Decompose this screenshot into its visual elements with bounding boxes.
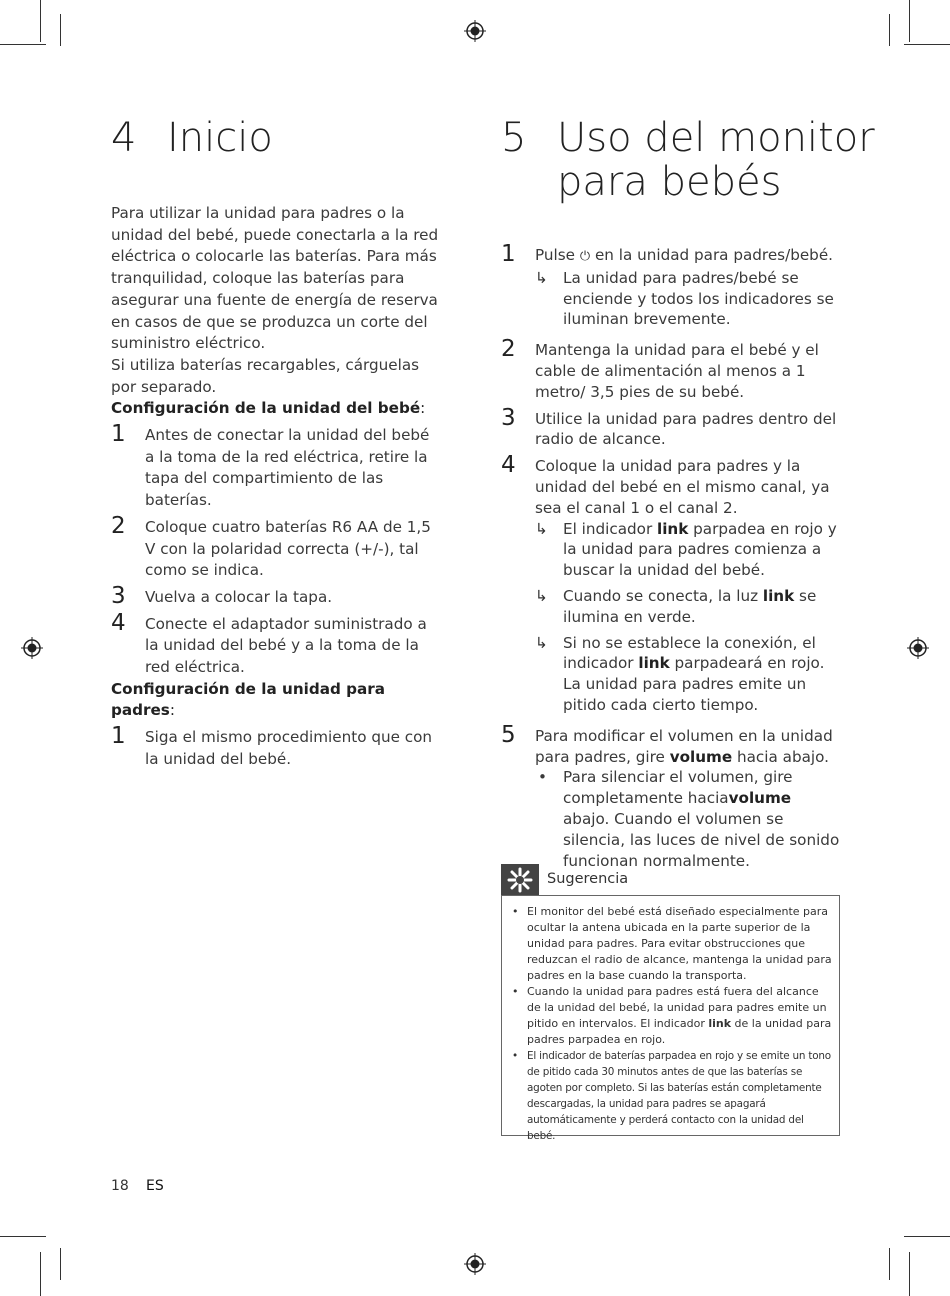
baby-steps-list bbox=[111, 421, 441, 679]
right-column bbox=[501, 241, 841, 871]
step-text: Coloque la unidad para padres y la unidad del bebé en el mismo canal, ya sea el canal 1 o el canal 2. bbox=[535, 457, 830, 517]
step-number: 3 bbox=[111, 582, 126, 609]
crop-mark bbox=[0, 44, 46, 45]
chapter-number-right: 5 bbox=[501, 115, 527, 161]
chapter-title-right bbox=[557, 116, 875, 204]
tip-item bbox=[510, 984, 833, 1048]
step-text: Vuelva a colocar la tapa. bbox=[145, 587, 333, 606]
registration-mark-icon bbox=[464, 20, 486, 42]
list-item bbox=[111, 421, 441, 512]
list-item bbox=[501, 721, 841, 768]
crop-mark bbox=[904, 44, 950, 45]
language-code: ES bbox=[146, 1178, 164, 1194]
registration-mark-icon bbox=[907, 637, 929, 659]
step-number: 1 bbox=[111, 723, 126, 750]
tip-item bbox=[510, 904, 833, 984]
baby-unit-setup-heading-text: Configuración de la unidad del bebé bbox=[111, 399, 421, 418]
chapter-number: 4 bbox=[111, 115, 137, 161]
step-text: Coloque cuatro baterías R6 AA de 1,5 V con la polaridad correcta (+/-), tal como se indica. bbox=[145, 517, 431, 580]
result-item bbox=[535, 268, 841, 330]
crop-mark bbox=[904, 1236, 950, 1237]
result-item bbox=[535, 519, 841, 581]
link-keyword: link bbox=[657, 519, 689, 538]
tip-text-before: Cuando la unidad para padres está fuera del alcance de la unidad del bebé, la unidad para padres emite un pitido en intervalos. El indicador bbox=[527, 985, 827, 1030]
list-item bbox=[501, 336, 841, 402]
tip-text-after: de la unidad para padres parpadea en rojo. bbox=[527, 1017, 832, 1046]
list-item bbox=[111, 512, 441, 582]
list-item bbox=[501, 241, 841, 268]
chapter-title: Inicio bbox=[167, 115, 273, 161]
step-number: 2 bbox=[111, 512, 126, 539]
step-text: Siga el mismo procedimiento que con la unidad del bebé. bbox=[145, 728, 433, 768]
intro-paragraph: Para utilizar la unidad para padres o la unidad del bebé, puede conectarla a la red eléctrica o colocarle las baterías. Para más tranquilidad, coloque las baterías para asegurar una fuente de energía de reserva en casos de que se produzca un corte del suministro eléctrico. bbox=[111, 204, 439, 353]
chapter-title-line1: Uso del monitor bbox=[557, 115, 875, 161]
result-wrapper bbox=[501, 519, 841, 581]
result-text: La unidad para padres/bebé se enciende y todos los indicadores se iluminan brevemente. bbox=[563, 268, 834, 329]
parent-unit-setup-heading: Configuración de la unidad para padres: bbox=[111, 679, 385, 720]
step-text: Conecte el adaptador suministrado a la unidad del bebé y a la toma de la red eléctrica. bbox=[145, 614, 427, 677]
list-item bbox=[111, 723, 441, 770]
bullet-icon: • bbox=[512, 1050, 518, 1062]
step-number: 1 bbox=[501, 241, 516, 267]
result-text-before: Cuando se conecta, la luz bbox=[563, 586, 759, 605]
bullet-item bbox=[535, 767, 841, 871]
volume-keyword: volume bbox=[669, 747, 733, 766]
result-text-before: Si no se establece la conexión, el indicador bbox=[563, 633, 816, 673]
baby-unit-setup-heading: Configuración de la unidad del bebé: bbox=[111, 399, 426, 418]
parent-unit-setup-heading-text: Configuración de la unidad para padres bbox=[111, 679, 385, 720]
arrow-icon: ↳ bbox=[535, 519, 548, 538]
bullet-wrapper bbox=[501, 767, 841, 871]
crop-mark bbox=[889, 14, 890, 46]
step-text-after: en la unidad para padres/bebé. bbox=[594, 246, 833, 264]
page-number: 18 bbox=[111, 1178, 129, 1194]
crop-mark bbox=[0, 1236, 46, 1237]
bullet-text-after: abajo. Cuando el volumen se silencia, las luces de nivel de sonido funcionan normalmente. bbox=[563, 809, 840, 870]
crop-mark bbox=[40, 1252, 41, 1296]
parent-steps-list bbox=[111, 723, 441, 770]
step-number: 3 bbox=[501, 404, 516, 431]
crop-mark bbox=[60, 14, 61, 46]
list-item bbox=[111, 609, 441, 679]
result-wrapper bbox=[501, 268, 841, 330]
result-text-after: parpadeará en rojo. La unidad para padres emite un pitido cada cierto tiempo. bbox=[563, 654, 825, 714]
registration-mark-icon bbox=[464, 1253, 486, 1275]
arrow-icon: ↳ bbox=[535, 586, 548, 605]
step-text-before: Para modificar el volumen en la unidad para padres, gire bbox=[535, 726, 833, 766]
bullet-icon: • bbox=[512, 985, 519, 998]
arrow-icon: ↳ bbox=[535, 633, 548, 652]
result-wrapper bbox=[501, 633, 841, 716]
list-item bbox=[501, 452, 841, 518]
result-text-after: parpadea en rojo y la unidad para padres comienza a buscar la unidad del bebé. bbox=[563, 519, 837, 580]
step-text-after: hacia abajo. bbox=[737, 747, 829, 766]
intro-paragraph-rechargeable: Si utiliza baterías recargables, cárguelas por separado. bbox=[111, 355, 420, 396]
step-text: Utilice la unidad para padres dentro del radio de alcance. bbox=[535, 409, 837, 449]
result-item bbox=[535, 633, 841, 716]
arrow-icon: ↳ bbox=[535, 268, 548, 287]
bullet-icon: • bbox=[512, 905, 519, 918]
step-number: 5 bbox=[501, 721, 516, 748]
tip-icon bbox=[501, 864, 539, 896]
tip-label: Sugerencia bbox=[547, 871, 629, 887]
result-item bbox=[535, 586, 841, 628]
step-text: Mantenga la unidad para el bebé y el cable de alimentación al menos a 1 metro/ 3,5 pies de su bebé. bbox=[535, 341, 819, 401]
step-text-before: Pulse bbox=[535, 246, 575, 264]
power-icon: ⏻ bbox=[579, 249, 591, 264]
crop-mark bbox=[909, 0, 910, 42]
list-item bbox=[111, 582, 441, 609]
crop-mark bbox=[889, 1248, 890, 1280]
crop-mark bbox=[909, 1252, 910, 1296]
link-keyword: link bbox=[708, 1017, 732, 1030]
tip-text: El monitor del bebé está diseñado especialmente para ocultar la antena ubicada en la parte superior de la unidad para padres. Para evitar obstrucciones que reduzcan el radio de alcance, mantenga la unidad para padres en la base cuando la transporta. bbox=[527, 905, 832, 982]
link-keyword: link bbox=[762, 586, 795, 605]
bullet-text-before: Para silenciar el volumen, gire completamente hacia bbox=[563, 768, 793, 808]
chapter-title-line2: para bebés bbox=[557, 159, 782, 205]
tip-text: El indicador de baterías parpadea en rojo y se emite un tono de pitido cada 30 minutos antes de que las baterías se agoten por completo. Si las baterías están completamente descargadas, la unidad para padres se apagará automáticamente y perderá contacto con la unidad del bebé. bbox=[527, 1050, 831, 1142]
bullet-icon: • bbox=[538, 768, 547, 787]
result-wrapper bbox=[501, 586, 841, 628]
crop-mark bbox=[40, 0, 41, 42]
step-number: 4 bbox=[501, 452, 516, 479]
step-number: 1 bbox=[111, 421, 126, 448]
step-number: 4 bbox=[111, 609, 126, 636]
result-text-after: se ilumina en verde. bbox=[563, 586, 817, 626]
tip-item bbox=[510, 1048, 833, 1144]
volume-keyword: volume bbox=[728, 789, 792, 808]
list-item bbox=[501, 404, 841, 451]
registration-mark-icon bbox=[21, 637, 43, 659]
crop-mark bbox=[60, 1248, 61, 1280]
step-text: Antes de conectar la unidad del bebé a la toma de la red eléctrica, retire la tapa del compartimiento de las baterías. bbox=[145, 426, 430, 510]
left-column bbox=[111, 203, 441, 771]
step-number: 2 bbox=[501, 336, 516, 363]
tip-list bbox=[510, 904, 833, 1144]
link-keyword: link bbox=[638, 654, 670, 673]
result-text-before: El indicador bbox=[563, 519, 653, 538]
